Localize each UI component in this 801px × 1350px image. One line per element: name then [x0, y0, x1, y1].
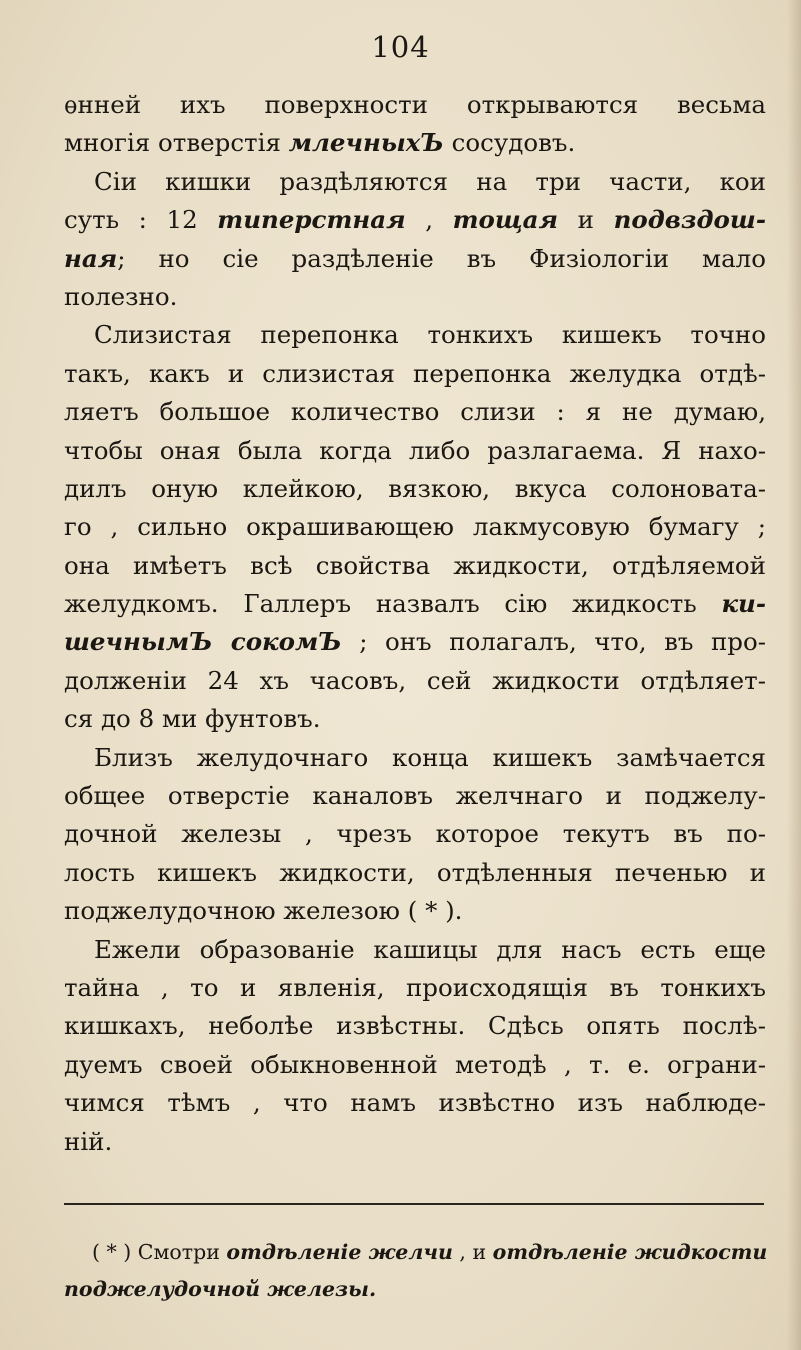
paragraph-2 — [64, 163, 766, 317]
italic-term: шечнымЪ сокомЪ — [64, 627, 342, 657]
footnote — [64, 1234, 766, 1308]
text-line: ній. — [64, 1126, 113, 1156]
text-line: тайна , то и явленія, происходящія въ тонкихъ — [64, 972, 766, 1002]
paragraph-4 — [64, 739, 766, 931]
page-spine-shadow — [787, 0, 801, 1350]
text-line: Слизистая перепонка тонкихъ кишекъ точно — [94, 320, 766, 350]
italic-term: типерстная — [217, 205, 406, 235]
italic-term: ки- — [721, 589, 766, 619]
text-line: долженіи 24 хъ часовъ, сей жидкости отдѣляет- — [64, 665, 766, 695]
text-line: поджелудочною железою ( * ). — [64, 896, 463, 926]
text-line: ся до 8 ми фунтовъ. — [64, 704, 321, 734]
italic-term: поджелудочной железы. — [64, 1277, 377, 1301]
page-number: 104 — [371, 30, 430, 64]
text-line: Сіи кишки раздѣляются на три части, кои — [94, 166, 766, 196]
footnote-line: ( * ) Смотри отдѣленіе желчи , и отдѣленіе жидкости — [92, 1240, 768, 1264]
italic-term: отдѣленіе желчи — [226, 1240, 453, 1264]
italic-term: млечныхЪ — [288, 128, 444, 158]
text-line: ляетъ большое количество слизи : я не думаю, — [64, 397, 766, 427]
footnote-line — [64, 1271, 766, 1308]
text-line: ѳнней ихъ поверхности открываются весьма — [64, 90, 766, 119]
footnote-divider — [64, 1203, 764, 1205]
text-line: общее отверстіе каналовъ желчнаго и поджелу- — [64, 781, 766, 811]
text-line: шечнымЪ сокомЪ ; онъ полагалъ, что, въ про- — [64, 627, 766, 657]
text-line: лость кишекъ жидкости, отдѣленныя печенью и — [64, 857, 766, 887]
text-line: желудкомъ. Галлеръ назвалъ сію жидкость ки- — [64, 589, 766, 619]
text-line: она имѣетъ всѣ свойства жидкости, отдѣляемой — [64, 550, 766, 580]
text-line: дочной железы , чрезъ которое текутъ въ по- — [64, 819, 766, 849]
italic-term: отдѣленіе жидкости — [492, 1240, 768, 1264]
text-line: чтобы оная была когда либо разлагаема. Я нахо- — [64, 435, 766, 465]
paragraph-1 — [64, 86, 766, 163]
text-line: го , сильно окрашивающею лакмусовую бумагу ; — [64, 512, 766, 542]
text-line: дуемъ своей обыкновенной методѣ , т. е. ограни- — [64, 1049, 766, 1079]
italic-term: ная — [64, 243, 118, 273]
italic-term: подвздош- — [613, 205, 766, 235]
italic-term: тощая — [452, 205, 559, 235]
paragraph-5 — [64, 931, 766, 1161]
text-line: кишкахъ, неболѣе извѣстны. Сдѣсь опять послѣ- — [64, 1011, 766, 1041]
body-text — [64, 86, 766, 1161]
paragraph-3 — [64, 316, 766, 738]
text-line: такъ, какъ и слизистая перепонка желудка отдѣ- — [64, 358, 766, 388]
text-line: Ежели образованіе кашицы для насъ есть еще — [94, 934, 766, 964]
text-line: многія отверстія млечныхЪ сосудовъ. — [64, 128, 576, 158]
text-line: Близъ желудочнаго конца кишекъ замѣчается — [94, 742, 766, 772]
text-line: чимся тѣмъ , что намъ извѣстно изъ наблюде- — [64, 1088, 766, 1118]
text-line: суть : 12 типерстная , тощая и подвздош- — [64, 205, 766, 235]
text-line: ная; но сіе раздѣленіе въ Физіологіи мало — [64, 243, 766, 273]
text-line: дилъ оную клейкою, вязкою, вкуса солоновата- — [64, 473, 766, 503]
text-line: полезно. — [64, 281, 178, 311]
